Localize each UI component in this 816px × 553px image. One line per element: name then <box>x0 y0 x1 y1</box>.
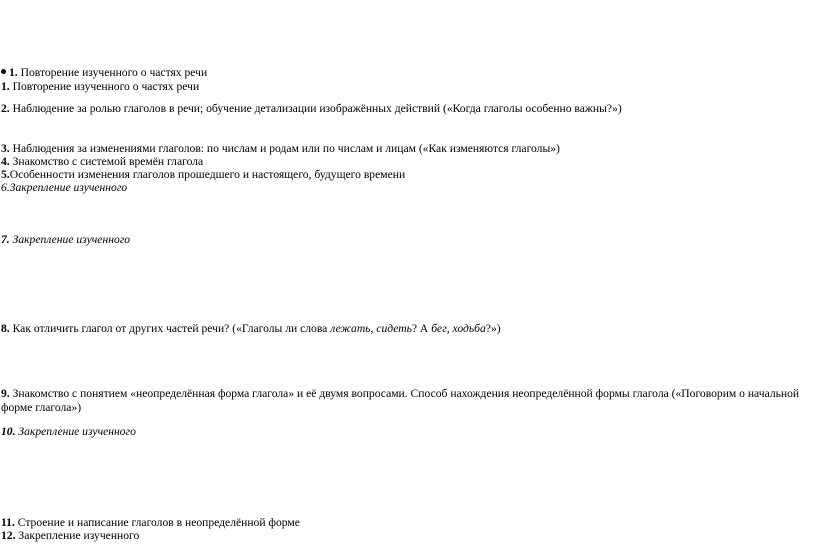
item-number: 9. <box>1 387 10 400</box>
item-number: 3. <box>1 142 10 155</box>
item-number: 6. <box>1 181 10 194</box>
item-text: Знакомство с системой времён глагола <box>9 155 204 168</box>
list-item <box>1 142 812 156</box>
item-text-part: , <box>370 322 377 335</box>
item-number: 8. <box>1 322 10 335</box>
item-text-italic: лежать <box>330 322 371 335</box>
item-text: Наблюдения за изменениями глаголов: по числам и родам или по числам и лицам («Как изменяются глаголы») <box>9 142 560 155</box>
item-text: Повторение изученного о частях речи <box>17 66 208 79</box>
list-item <box>1 322 812 336</box>
item-text-part: ?») <box>485 322 501 335</box>
item-number: 12. <box>1 529 16 542</box>
list-item <box>1 387 812 415</box>
item-text-italic: сидеть <box>376 322 412 335</box>
list-item <box>1 66 812 80</box>
list-item <box>1 102 812 116</box>
item-text: Закрепление изученного <box>15 425 136 438</box>
item-text-italic: бег, ходьба <box>431 322 486 335</box>
item-text: Повторение изученного о частях речи <box>9 80 200 93</box>
item-number: 1. <box>1 80 10 93</box>
item-number: 2. <box>1 102 10 115</box>
item-text: Закрепление изученного <box>9 233 131 246</box>
list-item <box>1 516 812 530</box>
item-text: Знакомство с понятием «неопределённая форма глагола» и её двумя вопросами. Способ нахождения неопределённой формы глагола («Поговорим о начальной форме глагола») <box>1 387 800 414</box>
bullet-icon <box>1 69 6 74</box>
list-item <box>1 168 812 182</box>
item-number: 10. <box>1 425 16 438</box>
item-text-part: Как отличить глагол от других частей речи? («Глаголы ли слова <box>9 322 331 335</box>
list-item <box>1 181 812 195</box>
item-text-part: ? А <box>411 322 432 335</box>
item-text: Закрепление изученного <box>9 181 128 194</box>
item-text: Строение и написание глаголов в неопределённой форме <box>14 516 300 529</box>
list-item <box>1 529 812 543</box>
item-number: 7. <box>1 233 10 246</box>
list-item <box>1 80 812 94</box>
item-number: 5. <box>1 168 10 181</box>
item-text: Наблюдение за ролью глаголов в речи; обучение детализации изображённых действий («Когда глаголы особенно важны?») <box>9 102 622 115</box>
item-number: 11. <box>1 516 15 529</box>
list-item <box>1 233 812 247</box>
item-text: Особенности изменения глаголов прошедшего и настоящего, будущего времени <box>9 168 406 181</box>
item-text: Закрепление изученного <box>15 529 140 542</box>
list-item <box>1 155 812 169</box>
item-number: 1. <box>9 66 18 79</box>
item-number: 4. <box>1 155 10 168</box>
list-item <box>1 425 812 439</box>
